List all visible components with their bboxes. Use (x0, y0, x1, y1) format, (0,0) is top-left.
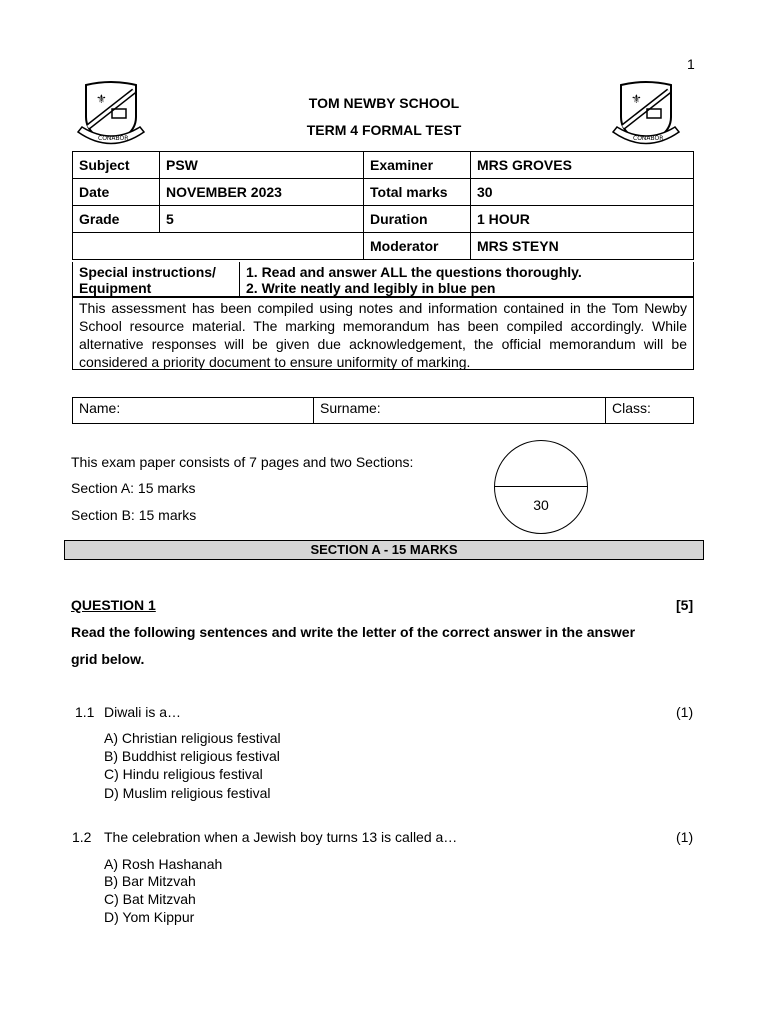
label-cell: Grade (73, 206, 160, 233)
name-row (72, 397, 694, 424)
value-cell: 5 (160, 206, 364, 233)
value-cell: NOVEMBER 2023 (160, 179, 364, 206)
special-instructions (72, 262, 694, 297)
label-cell: Examiner (364, 152, 471, 179)
answer-option: C) Hindu religious festival (104, 766, 263, 782)
label-cell: Date (73, 179, 160, 206)
page-number: 1 (687, 56, 695, 72)
answer-option: D) Muslim religious festival (104, 785, 271, 801)
circle-divider (495, 486, 587, 487)
intro-line: This exam paper consists of 7 pages and two Sections: (71, 454, 414, 470)
table-row (73, 233, 694, 260)
disclaimer: This assessment has been compiled using notes and information contained in the Tom Newby School resource material. The marking memorandum has been compiled accordingly. While alternative responses will be given due acknowledgement, the official memorandum will be considered a priority document to ensure uniformity of marking. (72, 297, 694, 370)
total-marks-value: 30 (533, 497, 549, 513)
instruction-item: 1. Read and answer ALL the questions thoroughly. (246, 264, 582, 280)
question-marks: (1) (676, 829, 694, 845)
total-marks-circle (494, 440, 588, 534)
svg-text:CONABOR: CONABOR (98, 135, 129, 142)
surname-field[interactable]: Surname: (314, 398, 606, 423)
section-a-banner: SECTION A - 15 MARKS (64, 540, 704, 560)
label-cell: Total marks (364, 179, 471, 206)
label-line: Special instructions/ (79, 264, 216, 280)
value-cell: MRS GROVES (471, 152, 694, 179)
value-cell: 30 (471, 179, 694, 206)
value-cell: 1 HOUR (471, 206, 694, 233)
question-title: QUESTION 1 (71, 597, 156, 613)
empty-cell (73, 233, 364, 260)
answer-option: C) Bat Mitzvah (104, 891, 196, 907)
special-instructions-label (73, 262, 240, 296)
answer-option: B) Bar Mitzvah (104, 873, 196, 889)
table-row (73, 206, 694, 233)
svg-text:⚜: ⚜ (96, 92, 107, 106)
label-cell: Subject (73, 152, 160, 179)
question-text: Diwali is a… (104, 704, 182, 720)
test-title: TERM 4 FORMAL TEST (306, 122, 462, 138)
answer-option: D) Yom Kippur (104, 909, 195, 925)
name-field[interactable]: Name: (73, 398, 314, 423)
instruction-item: 2. Write neatly and legibly in blue pen (246, 280, 496, 296)
table-row (73, 152, 694, 179)
value-cell: PSW (160, 152, 364, 179)
intro-line: Section B: 15 marks (71, 507, 197, 523)
answer-option: A) Christian religious festival (104, 730, 281, 746)
school-name: TOM NEWBY SCHOOL (308, 95, 460, 111)
info-table (72, 151, 694, 260)
svg-text:⚜: ⚜ (631, 92, 642, 106)
question-number: 1.1 (75, 704, 95, 720)
table-row (73, 179, 694, 206)
question-instruction: Read the following sentences and write the letter of the correct answer in the answer (71, 624, 636, 640)
special-instructions-items (240, 262, 693, 298)
class-field[interactable]: Class: (612, 400, 651, 416)
answer-option: A) Rosh Hashanah (104, 856, 223, 872)
question-instruction: grid below. (71, 651, 145, 667)
svg-text:CONABOR: CONABOR (633, 135, 664, 142)
question-text: The celebration when a Jewish boy turns 13 is called a… (104, 829, 458, 845)
label-cell: Duration (364, 206, 471, 233)
value-cell: MRS STEYN (471, 233, 694, 260)
label-line: Equipment (79, 280, 152, 296)
question-marks: (1) (676, 704, 694, 720)
question-marks: [5] (676, 597, 694, 613)
question-number: 1.2 (72, 829, 92, 845)
label-cell: Moderator (364, 233, 471, 260)
intro-line: Section A: 15 marks (71, 480, 196, 496)
answer-option: B) Buddhist religious festival (104, 748, 280, 764)
